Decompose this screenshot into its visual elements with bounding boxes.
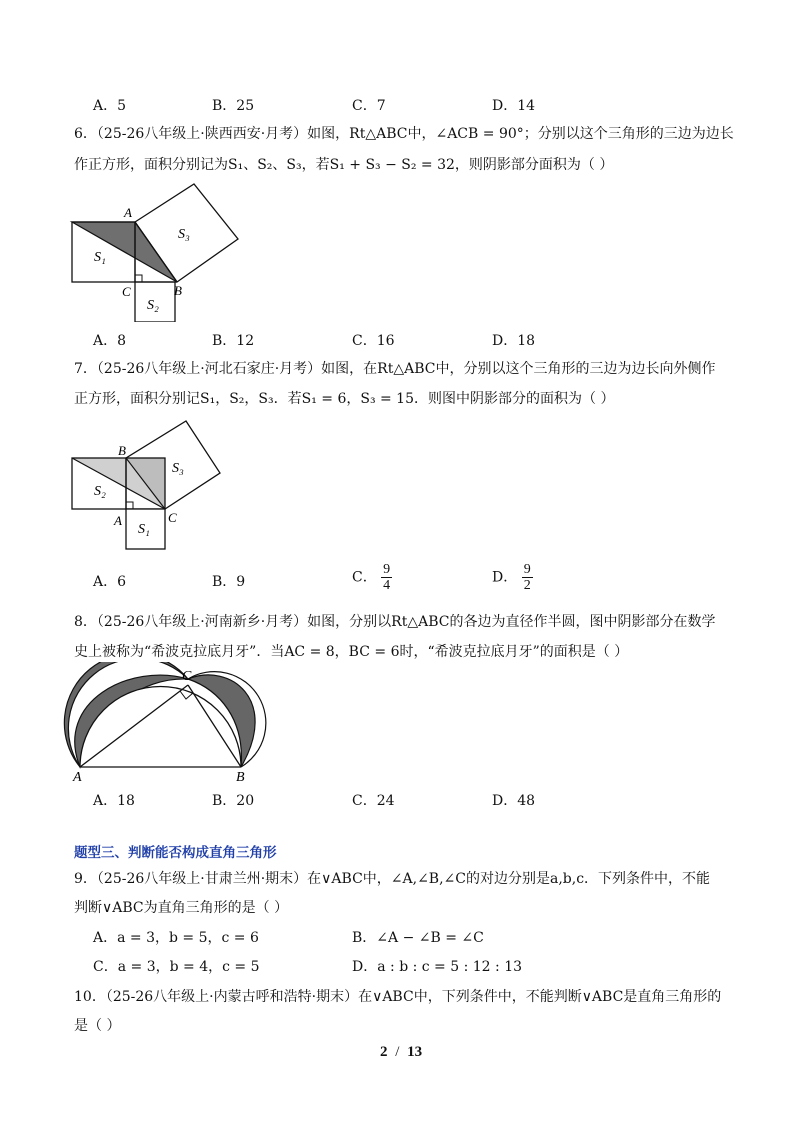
page-separator: / <box>395 1044 400 1060</box>
q5-choice-c: C．7 <box>352 98 386 114</box>
q7-stem-line1: 7．（25-26八年级上·河北石家庄·月考）如图，在Rt△ABC中，分别以这个三角形的三边为边长向外侧作 <box>74 361 716 377</box>
q7-fraction-d: $\frac{9}{2}$ <box>523 562 531 593</box>
q6-choice-d: D．18 <box>492 333 536 349</box>
q9-stem-line2: 判断∨ABC为直角三角形的是（ ） <box>74 900 289 916</box>
q6-label-s3: S₃ <box>178 227 190 242</box>
q7-label-c: C <box>168 510 177 525</box>
q7-choice-c: C． $\frac{9}{4}$ <box>352 562 391 593</box>
q9-choice-b: B．∠A − ∠B = ∠C <box>352 930 484 946</box>
q7-stem-line2: 正方形，面积分别记S₁，S₂，S₃．若S₁ = 6，S₃ = 15．则图中阴影部分的面积为（ ） <box>74 391 615 407</box>
q6-choice-a: A．8 <box>93 333 127 349</box>
q9-choice-c: C．a = 3，b = 4，c = 5 <box>93 959 260 975</box>
q7-fraction-c: $\frac{9}{4}$ <box>383 562 391 593</box>
q8-label-b: B <box>236 770 245 785</box>
q6-label-s2: S₂ <box>147 298 159 313</box>
q8-choice-b: B．20 <box>212 793 255 809</box>
q6-stem-line2: 作正方形，面积分别记为S₁、S₂、S₃，若S₁ + S₃ − S₂ = 32，则阴影部分面积为（ ） <box>74 157 614 173</box>
q7-label-a: A <box>114 513 122 528</box>
q10-stem-line1: 10．（25-26八年级上·内蒙古呼和浩特·期末）在∨ABC中，下列条件中，不能判断∨ABC是直角三角形的 <box>74 989 722 1005</box>
q5-choice-a: A．5 <box>93 98 127 114</box>
q8-label-c: C <box>182 669 192 684</box>
q9-choice-d: D．a : b : c = 5 : 12 : 13 <box>352 959 523 975</box>
q7-label-s2: S₂ <box>94 484 106 499</box>
q6-figure <box>60 182 260 322</box>
q10-stem-line2: 是（ ） <box>74 1018 121 1034</box>
q5-choice-b: B．25 <box>212 98 255 114</box>
q7-label-s3: S₃ <box>172 461 184 476</box>
q7-label-b: B <box>118 443 126 458</box>
page-current: 2 <box>380 1044 388 1060</box>
q8-stem-line1: 8．（25-26八年级上·河南新乡·月考）如图，分别以Rt△ABC的各边为直径作半圆，图中阴影部分在数学 <box>74 614 716 630</box>
q5-choice-d: D．14 <box>492 98 536 114</box>
q7-figure <box>60 415 230 555</box>
q6-label-s1: S₁ <box>94 250 106 265</box>
q7-choice-d: D． $\frac{9}{2}$ <box>492 562 531 593</box>
page-number <box>380 1044 422 1061</box>
q7-choice-a: A．6 <box>93 574 127 590</box>
q6-choice-c: C．16 <box>352 333 395 349</box>
q6-label-b: B <box>174 283 182 298</box>
q8-figure <box>60 662 280 787</box>
q8-choice-c: C．24 <box>352 793 395 809</box>
page-total: 13 <box>407 1044 423 1060</box>
q9-stem-line1: 9．（25-26八年级上·甘肃兰州·期末）在∨ABC中，∠A,∠B,∠C的对边分别是a,b,c．下列条件中，不能 <box>74 871 711 887</box>
q8-stem-line2: 史上被称为“希波克拉底月牙”．当AC = 8，BC = 6时，“希波克拉底月牙”的面积是（ ） <box>74 644 629 660</box>
q6-choice-b: B．12 <box>212 333 255 349</box>
q7-choice-b: B．9 <box>212 574 246 590</box>
q8-choice-a: A．18 <box>93 793 135 809</box>
q7-label-s1: S₁ <box>138 522 150 537</box>
q6-label-a: A <box>124 205 132 220</box>
q6-label-c: C <box>122 284 131 299</box>
q8-choice-d: D．48 <box>492 793 536 809</box>
section-title: 题型三、判断能否构成直角三角形 <box>74 845 277 861</box>
q6-stem-line1: 6．（25-26八年级上·陕西西安·月考）如图，Rt△ABC中，∠ACB = 90°；分别以这个三角形的三边为边长 <box>74 126 734 142</box>
q9-choice-a: A．a = 3，b = 5，c = 6 <box>93 930 259 946</box>
q8-label-a: A <box>73 770 82 785</box>
